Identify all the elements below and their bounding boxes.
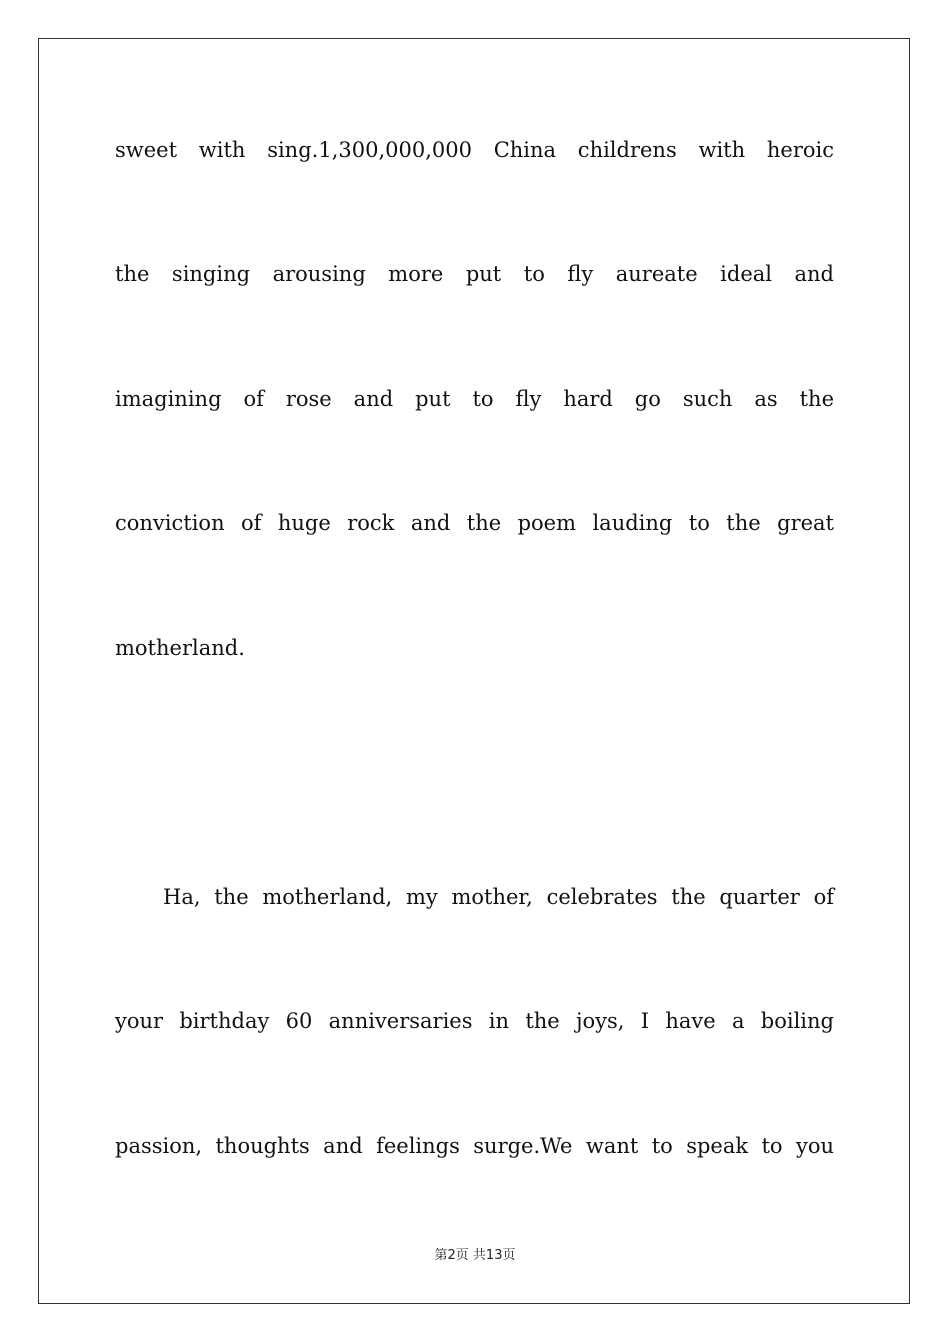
paragraph-line: your birthday 60 anniversaries in the joys, I have a boiling [115,1009,834,1033]
paragraph-line: imagining of rose and put to fly hard go such as the [115,387,834,411]
page-border [38,38,910,1304]
paragraph-line: conviction of huge rock and the poem lauding to the great [115,511,834,535]
paragraph-line: passion, thoughts and feelings surge.We want to speak to you [115,1134,834,1158]
page-number-footer: 第2页 共13页 [434,1248,516,1263]
paragraph-line: motherland. [115,636,245,660]
paragraph-line: Ha, the motherland, my mother, celebrates the quarter of [163,885,834,909]
paragraph-line: sweet with sing.1,300,000,000 China childrens with heroic [115,138,834,162]
paragraph-line: the singing arousing more put to fly aureate ideal and [115,262,834,286]
